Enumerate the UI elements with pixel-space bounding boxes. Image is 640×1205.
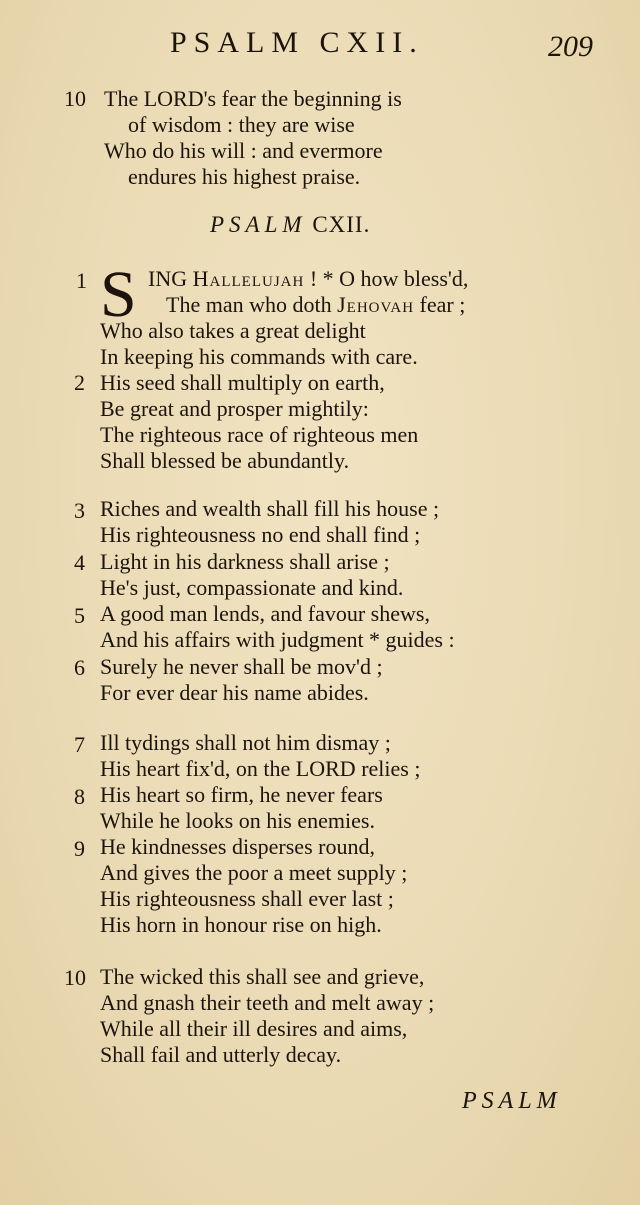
page-number: 209	[548, 30, 593, 63]
catchword: PSALM	[462, 1088, 562, 1114]
verse-line: A good man lends, and favour shews,	[100, 601, 430, 626]
verse-line: His horn in honour rise on high.	[100, 912, 382, 937]
small-caps-word: Jehovah	[337, 292, 415, 317]
verse-line: The man who doth Jehovah fear ;	[166, 292, 466, 317]
verse-number: 3	[74, 498, 85, 523]
verse-number: 4	[74, 550, 85, 575]
verse-line: Be great and prosper mightily:	[100, 396, 369, 421]
verse-number: 7	[74, 732, 85, 757]
verse-line: And his affairs with judgment * guides :	[100, 627, 455, 652]
verse-number: 6	[74, 655, 85, 680]
verse-line: Who do his will : and evermore	[104, 138, 383, 163]
verse-line: Ill tydings shall not him dismay ;	[100, 730, 391, 755]
verse-line: In keeping his commands with care.	[100, 344, 418, 369]
psalm-title-numeral: CXII.	[312, 212, 371, 237]
verse-line: His righteousness shall ever last ;	[100, 886, 394, 911]
verse-line: And gives the poor a meet supply ;	[100, 860, 408, 885]
verse-line: His seed shall multiply on earth,	[100, 370, 385, 395]
verse-line: Riches and wealth shall fill his house ;	[100, 496, 440, 521]
verse-line: And gnash their teeth and melt away ;	[100, 990, 435, 1015]
verse-line: While all their ill desires and aims,	[100, 1016, 408, 1041]
psalm-title-word: PSALM	[210, 212, 307, 237]
verse-line: For ever dear his name abides.	[100, 680, 369, 705]
verse-line: Shall blessed be abundantly.	[100, 448, 350, 473]
verse-line: Surely he never shall be mov'd ;	[100, 654, 383, 679]
verse-line: His heart so firm, he never fears	[100, 782, 383, 807]
verse-line: His righteousness no end shall find ;	[100, 522, 421, 547]
drop-cap: S	[100, 258, 137, 331]
verse-number: 10	[64, 86, 86, 111]
verse-number: 1	[76, 268, 87, 293]
verse-number: 9	[74, 836, 85, 861]
psalm-title	[210, 212, 370, 238]
verse-line: He's just, compassionate and kind.	[100, 575, 404, 600]
verse-line: The righteous race of righteous men	[100, 422, 419, 447]
verse-line: While he looks on his enemies.	[100, 808, 375, 833]
verse-line: His heart fix'd, on the LORD relies ;	[100, 756, 421, 781]
running-head: PSALM CXII.	[170, 26, 424, 59]
verse-line: The wicked this shall see and grieve,	[100, 964, 425, 989]
verse-number: 5	[74, 603, 85, 628]
verse-line: ING Hallelujah ! * O how bless'd,	[148, 266, 469, 291]
verse-number: 10	[64, 965, 86, 990]
verse-number: 8	[74, 784, 85, 809]
small-caps-word: Hallelujah	[192, 266, 305, 291]
verse-line: Light in his darkness shall arise ;	[100, 549, 390, 574]
verse-line: He kindnesses disperses round,	[100, 834, 375, 859]
verse-line: The LORD's fear the beginning is	[104, 86, 402, 111]
verse-line: endures his highest praise.	[128, 164, 361, 189]
verse-number: 2	[74, 370, 85, 395]
verse-line: Who also takes a great delight	[100, 318, 366, 343]
verse-line: Shall fail and utterly decay.	[100, 1042, 342, 1067]
verse-line: of wisdom : they are wise	[128, 112, 355, 137]
